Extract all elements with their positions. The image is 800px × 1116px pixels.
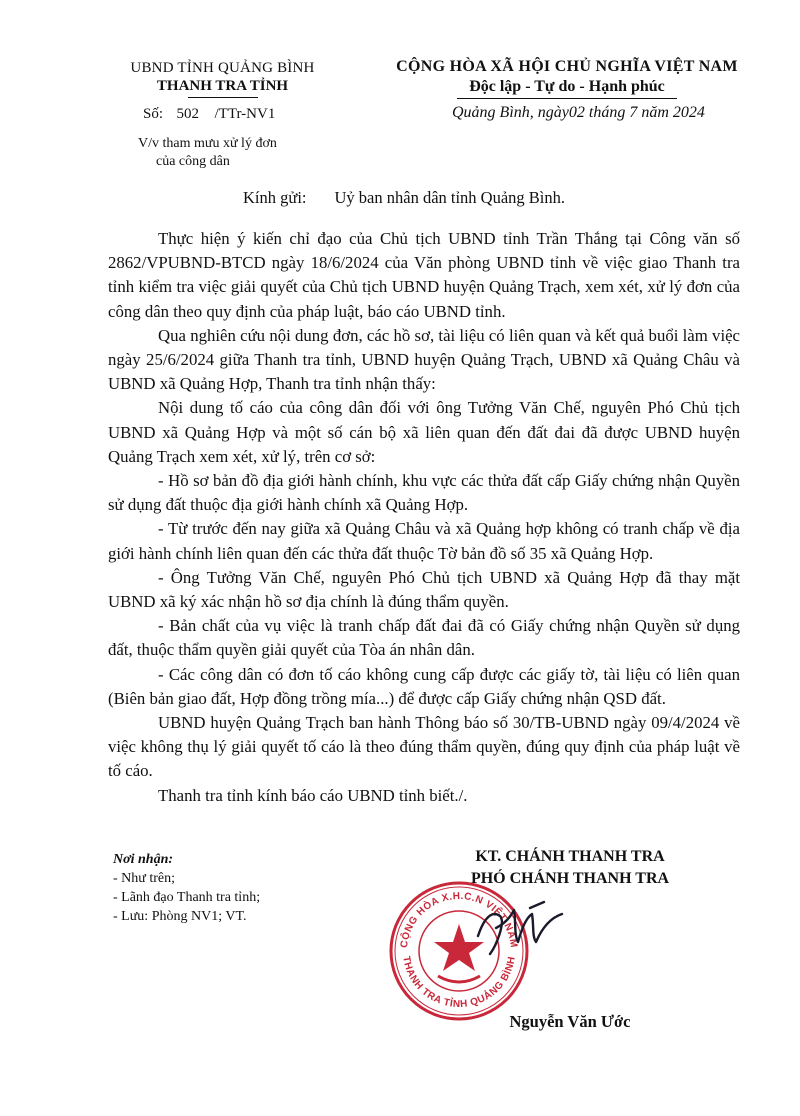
date-rest: tháng 7 năm 2024 <box>584 104 705 121</box>
svg-text:THANH TRA TỈNH QUẢNG BÌNH: THANH TRA TỈNH QUẢNG BÌNH <box>400 955 518 1011</box>
distribution-title: Nơi nhận: <box>113 852 174 867</box>
document-number-suffix: /TTr-NV1 <box>214 106 276 122</box>
document-subject <box>138 135 277 171</box>
bullet-paragraph: - Các công dân có đơn tố cáo không cung cấp được các giấy tờ, tài liệu có liên quan (Biên bản giao đất, Hợp đồng trồng mía...) để được cấp Giấy chứng nhận QSD đất. <box>108 664 740 708</box>
subject-line-1: V/v tham mưu xử lý đơn <box>138 136 277 151</box>
national-title-block <box>372 58 762 99</box>
issuer-block <box>100 60 345 98</box>
issuer-org: THANH TRA TỈNH <box>156 78 289 94</box>
document-body <box>108 227 740 808</box>
distribution-item: - Lưu: Phòng NV1; VT. <box>113 909 247 924</box>
recipient-label: Kính gửi: <box>243 188 307 207</box>
document-number <box>143 106 275 123</box>
document-number-label: Số: <box>143 106 164 122</box>
handwritten-signature-icon <box>470 888 580 968</box>
signer-title-2: PHÓ CHÁNH THANH TRA <box>470 870 670 887</box>
document-number-value: 502 <box>176 106 200 122</box>
paragraph: UBND huyện Quảng Trạch ban hành Thông báo số 30/TB-UBND ngày 09/4/2024 về việc không thụ lý giải quyết tố cáo là theo đúng thẩm quyền, đúng quy định của pháp luật về tố cáo. <box>108 713 740 781</box>
paragraph: Thực hiện ý kiến chỉ đạo của Chủ tịch UBND tỉnh Trần Thắng tại Công văn số 2862/VPUBND-BTCD ngày 18/6/2024 của Văn phòng UBND tỉnh về việc giao Thanh tra tỉnh kiểm tra việc giải quyết của Chủ tịch UBND huyện Quảng Trạch, xem xét, xử lý đơn của công dân theo quy định của pháp luật, báo cáo UBND tỉnh. <box>108 229 740 321</box>
bullet-paragraph: - Ông Tưởng Văn Chế, nguyên Phó Chủ tịch UBND xã Quảng Hợp đã thay mặt UBND xã ký xác nhận hồ sơ địa chính là đúng thẩm quyền. <box>108 567 740 612</box>
bullet-paragraph: - Hồ sơ bản đồ địa giới hành chính, khu vực các thửa đất cấp Giấy chứng nhận Quyền sử dụng đất thuộc địa giới hành chính xã Quảng Hợp. <box>108 471 740 515</box>
document-date <box>452 104 705 122</box>
paragraph: Nội dung tố cáo của công dân đối với ông Tưởng Văn Chế, nguyên Phó Chủ tịch UBND xã Quảng Hợp và một số cán bộ xã liên quan đến đất đai đã được UBND huyện Quảng Trạch xem xét, xử lý, trên cơ sở: <box>108 398 740 466</box>
recipient-value: Uỷ ban nhân dân tỉnh Quảng Bình. <box>334 188 566 207</box>
national-motto: Độc lập - Tự do - Hạnh phúc <box>469 78 665 95</box>
signer-title-1: KT. CHÁNH THANH TRA <box>475 848 665 865</box>
date-day: 02 <box>568 104 585 121</box>
issuer-underline <box>188 97 258 98</box>
distribution-item: - Như trên; <box>113 871 176 886</box>
paragraph: Qua nghiên cứu nội dung đơn, các hồ sơ, tài liệu có liên quan và kết quả buổi làm việc ngày 25/6/2024 giữa Thanh tra tỉnh, UBND huyện Quảng Trạch, UBND xã Quảng Châu và UBND xã Quảng Hợp, Thanh tra tỉnh nhận thấy: <box>108 325 740 394</box>
country-name: CỘNG HÒA XÃ HỘI CHỦ NGHĨA VIỆT NAM <box>396 58 738 75</box>
bullet-paragraph: - Bản chất của vụ việc là tranh chấp đất đai đã có Giấy chứng nhận Quyền sử dụng đất, thuộc thẩm quyền giải quyết của Tòa án nhân dân. <box>108 616 740 660</box>
distribution-list <box>113 850 260 926</box>
motto-underline <box>457 98 677 99</box>
subject-line-2: của công dân <box>156 154 230 169</box>
distribution-item: - Lãnh đạo Thanh tra tỉnh; <box>113 890 261 905</box>
signer-name: Nguyễn Văn Ước <box>509 1012 631 1031</box>
closing-paragraph: Thanh tra tỉnh kính báo cáo UBND tỉnh biết./. <box>158 785 468 805</box>
issuer-parent-org: UBND TỈNH QUẢNG BÌNH <box>130 60 315 76</box>
bullet-paragraph: - Từ trước đến nay giữa xã Quảng Châu và xã Quảng hợp không có tranh chấp về địa giới hành chính liên quan đến các thửa đất thuộc Tờ bản đồ số 35 xã Quảng Hợp. <box>108 519 740 563</box>
recipient-line <box>243 188 565 208</box>
date-place: Quảng Bình, ngày <box>452 104 569 121</box>
svg-text:CỘNG HÒA X.H.C.N VIỆT NAM: CỘNG HÒA X.H.C.N VIỆT NAM <box>399 890 520 949</box>
